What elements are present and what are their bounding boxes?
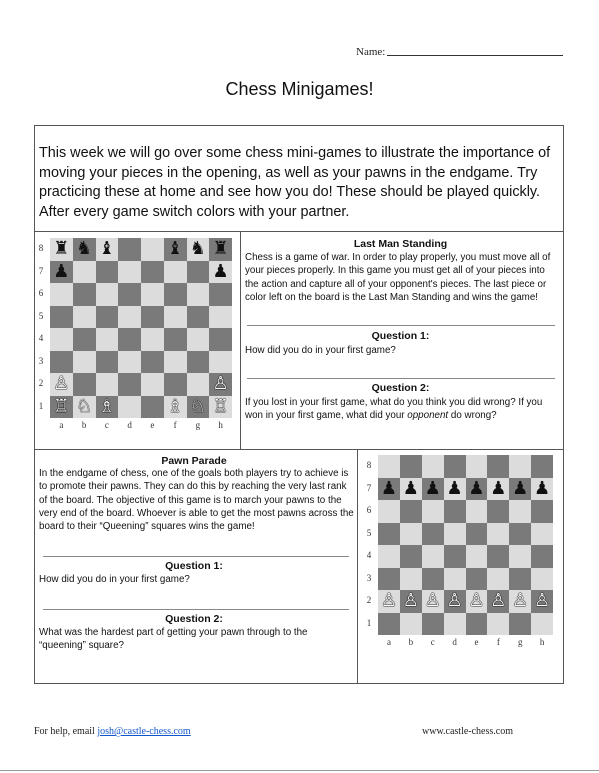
board-square (509, 590, 531, 613)
pp-question2-text: What was the hardest part of getting your pawn through to the “queening” square? (39, 627, 308, 652)
board-square (444, 455, 466, 478)
rank-label: 4 (38, 333, 44, 344)
board-square (487, 455, 509, 478)
board-square (509, 568, 531, 591)
board-square (141, 396, 164, 419)
board-square (531, 478, 553, 501)
board-square (400, 478, 422, 501)
board-square (466, 545, 488, 568)
chess-piece-icon: ♟ (512, 477, 529, 499)
chess-piece-icon: ♟ (468, 477, 485, 499)
chess-piece-icon: ♟ (212, 260, 229, 282)
rank-label: 8 (38, 243, 44, 254)
lms-question2-emphasis: opponent (407, 410, 449, 422)
board-square (209, 351, 232, 374)
board-square (531, 545, 553, 568)
file-label: c (430, 637, 435, 647)
rank-label: 8 (366, 460, 372, 471)
pp-question2-title: Question 2: (165, 613, 223, 625)
board-square (487, 545, 509, 568)
lms-question1-text: How did you do in your first game? (245, 345, 396, 356)
board-square (209, 306, 232, 329)
board-square (422, 500, 444, 523)
board-square (164, 351, 187, 374)
board-square (96, 306, 119, 329)
chess-piece-icon: ♙ (53, 373, 70, 395)
board-square (466, 590, 488, 613)
board-square (141, 238, 164, 261)
chess-piece-icon: ♞ (189, 238, 206, 260)
pawn-parade-board (378, 455, 553, 635)
board-square (118, 261, 141, 284)
board-square (187, 283, 210, 306)
file-label: h (539, 637, 545, 647)
rank-label: 3 (366, 572, 372, 583)
footer-help-prefix: For help, email (34, 726, 98, 737)
chess-piece-icon: ♗ (167, 395, 184, 417)
board-square (96, 328, 119, 351)
rank-label: 6 (38, 288, 44, 299)
board-square (444, 568, 466, 591)
file-label: b (81, 420, 87, 430)
footer-website: www.castle-chess.com (422, 726, 513, 737)
pp-question1-text: How did you do in your first game? (39, 574, 190, 585)
board-square (50, 261, 73, 284)
chess-piece-icon: ♙ (512, 590, 529, 612)
board-square (118, 283, 141, 306)
chess-piece-icon: ♘ (189, 395, 206, 417)
board-square (378, 500, 400, 523)
chess-piece-icon: ♟ (490, 477, 507, 499)
last-man-standing-board (50, 238, 232, 418)
board-square (400, 455, 422, 478)
lms-question2-text-end: do wrong? (448, 410, 497, 422)
board-square (187, 351, 210, 374)
board-square (531, 500, 553, 523)
board-square (50, 351, 73, 374)
chess-piece-icon: ♝ (98, 238, 115, 260)
question2-separator (247, 378, 555, 379)
file-label: e (474, 637, 479, 647)
board-square (96, 373, 119, 396)
board-square (378, 478, 400, 501)
board-square (378, 568, 400, 591)
board-square (531, 455, 553, 478)
lms-question1-title: Question 1: (371, 330, 430, 342)
board-square (141, 306, 164, 329)
chess-piece-icon: ♟ (53, 260, 70, 282)
file-label: b (408, 637, 414, 647)
file-label: d (127, 420, 132, 430)
board-square (400, 568, 422, 591)
board-square (118, 306, 141, 329)
board-square (209, 328, 232, 351)
chess-piece-icon: ♗ (98, 395, 115, 417)
file-label: a (59, 420, 64, 430)
footer-help (34, 726, 191, 737)
board-square (422, 455, 444, 478)
chess-piece-icon: ♖ (212, 395, 229, 417)
chess-piece-icon: ♙ (380, 590, 397, 612)
board-square (96, 261, 119, 284)
pp-question1-separator (43, 556, 349, 557)
chess-piece-icon: ♙ (212, 373, 229, 395)
board-square (444, 590, 466, 613)
board-square (422, 478, 444, 501)
board-square (164, 283, 187, 306)
rank-label: 4 (366, 550, 372, 561)
file-label: d (452, 637, 457, 647)
board-square (50, 283, 73, 306)
board-square (378, 523, 400, 546)
board-square (187, 238, 210, 261)
rank-label: 7 (38, 265, 44, 276)
board-square (531, 568, 553, 591)
file-label: g (195, 420, 201, 430)
pawn-parade-title: Pawn Parade (161, 455, 227, 467)
board-square (209, 396, 232, 419)
chess-piece-icon: ♟ (424, 477, 441, 499)
chess-piece-icon: ♙ (533, 590, 551, 612)
board-square (422, 590, 444, 613)
board-square (466, 478, 488, 501)
question1-separator (247, 325, 555, 326)
chess-piece-icon: ♝ (167, 238, 184, 260)
board-square (209, 283, 232, 306)
board-square (164, 328, 187, 351)
page-title: Chess Minigames! (225, 79, 374, 99)
board-square (209, 261, 232, 284)
board-square (466, 568, 488, 591)
board-square (400, 590, 422, 613)
board-square (141, 328, 164, 351)
board-square (400, 500, 422, 523)
board-square (487, 590, 509, 613)
board-square (164, 396, 187, 419)
lms-question2-title: Question 2: (371, 382, 430, 394)
board-square (141, 351, 164, 374)
chess-piece-icon: ♙ (424, 590, 441, 612)
board-square (466, 455, 488, 478)
rank-label: 3 (38, 355, 44, 366)
board-square (187, 373, 210, 396)
board-square (187, 306, 210, 329)
board-square (487, 478, 509, 501)
board-square (141, 373, 164, 396)
chess-piece-icon: ♜ (53, 238, 70, 260)
board-square (187, 328, 210, 351)
board-square (422, 523, 444, 546)
board-square (164, 238, 187, 261)
board-square (73, 261, 96, 284)
board-square (118, 328, 141, 351)
board-square (187, 261, 210, 284)
file-label: f (496, 637, 500, 647)
board-square (444, 523, 466, 546)
board-square (509, 613, 531, 636)
board-square (466, 523, 488, 546)
board-square (531, 590, 553, 613)
board-square (444, 500, 466, 523)
rank-label: 1 (38, 400, 44, 411)
file-label: c (104, 420, 109, 430)
divider-middle (34, 449, 564, 450)
chess-piece-icon: ♖ (53, 395, 70, 417)
board-square (164, 306, 187, 329)
last-man-standing-description: Chess is a game of war. In order to play properly, you must move all of your pieces properly. In this game you must get all of your pieces into the action and capture all of your opponent's pieces. The last piece or color left on the board is the Last Man Standing and wins the game! (245, 252, 551, 303)
chess-piece-icon: ♙ (402, 590, 419, 612)
rank-label: 1 (366, 617, 372, 628)
board-square (96, 238, 119, 261)
chess-piece-icon: ♜ (212, 238, 229, 260)
divider-top-vertical (240, 231, 241, 449)
chess-piece-icon: ♙ (446, 590, 463, 612)
board-square (118, 238, 141, 261)
board-square (509, 500, 531, 523)
board-square (164, 373, 187, 396)
file-label: h (218, 420, 223, 430)
intro-paragraph: This week we will go over some chess mini-games to illustrate the importance of moving your pieces in the opening, as well as your pawns in the endgame. Try practicing these at home and see how you do! These should be played quickly. After every game switch colors with your partner. (39, 145, 551, 220)
file-label: g (517, 637, 523, 647)
board-square (141, 283, 164, 306)
board-square (487, 500, 509, 523)
board-square (422, 568, 444, 591)
board-square (141, 261, 164, 284)
chess-piece-icon: ♙ (468, 590, 485, 612)
last-man-standing-title: Last Man Standing (353, 238, 448, 250)
lms-question2-text (245, 396, 560, 423)
board-square (209, 373, 232, 396)
file-label: e (150, 420, 155, 430)
board-square (378, 613, 400, 636)
board-square (487, 568, 509, 591)
rank-label: 2 (38, 378, 44, 389)
board-square (50, 238, 73, 261)
file-label: f (173, 420, 177, 430)
board-square (509, 478, 531, 501)
chess-piece-icon: ♙ (490, 590, 507, 612)
board-square (422, 613, 444, 636)
divider-bottom-vertical (357, 449, 358, 684)
board-square (444, 545, 466, 568)
board-square (73, 283, 96, 306)
chess-piece-icon: ♘ (76, 395, 93, 417)
footer-email-link[interactable]: josh@castle-chess.com (97, 726, 191, 737)
board-square (164, 261, 187, 284)
board-square (444, 613, 466, 636)
board-square (444, 478, 466, 501)
pp-question1-title: Question 1: (165, 560, 223, 572)
board-square (73, 351, 96, 374)
rank-label: 5 (366, 527, 372, 538)
board-square (400, 613, 422, 636)
rank-label: 5 (38, 310, 44, 321)
pp-question2-separator (43, 609, 349, 610)
board-square (509, 545, 531, 568)
chess-piece-icon: ♟ (380, 477, 397, 499)
board-square (73, 238, 96, 261)
board-square (400, 545, 422, 568)
board-square (487, 523, 509, 546)
board-square (96, 351, 119, 374)
board-square (400, 523, 422, 546)
pawn-parade-description: In the endgame of chess, one of the goals both players try to achieve is to promote their pawns. They can do this by reaching the very last rank of the board. The objective of this game is to march your pawns to the very end of the board. Whoever is able to get the most pawns across the board to their “Queening” squares wins the game! (39, 468, 354, 533)
board-square (531, 613, 553, 636)
lms-question2-text-start: If you lost in your first game, what do you think you did wrong? If you won in your first game, what did your (245, 397, 543, 422)
board-square (50, 396, 73, 419)
board-square (487, 613, 509, 636)
board-square (466, 613, 488, 636)
name-label: Name: (356, 46, 386, 58)
board-square (378, 590, 400, 613)
board-square (509, 523, 531, 546)
board-square (73, 328, 96, 351)
chess-piece-icon: ♟ (402, 477, 419, 499)
board-square (50, 373, 73, 396)
name-blank-line[interactable] (387, 45, 563, 56)
board-square (466, 500, 488, 523)
chess-piece-icon: ♞ (76, 238, 93, 260)
board-square (96, 283, 119, 306)
board-square (209, 238, 232, 261)
chess-piece-icon: ♟ (446, 477, 463, 499)
board-square (531, 523, 553, 546)
board-square (378, 455, 400, 478)
board-square (96, 396, 119, 419)
chess-piece-icon: ♟ (533, 477, 551, 499)
board-square (73, 396, 96, 419)
board-square (50, 306, 73, 329)
board-square (378, 545, 400, 568)
file-label: a (386, 637, 391, 647)
board-square (50, 328, 73, 351)
divider-after-intro (34, 231, 564, 232)
board-square (73, 306, 96, 329)
board-square (422, 545, 444, 568)
board-square (118, 351, 141, 374)
name-field (356, 45, 563, 58)
board-square (118, 396, 141, 419)
board-square (509, 455, 531, 478)
rank-label: 2 (366, 595, 372, 606)
board-square (118, 373, 141, 396)
rank-label: 6 (366, 505, 372, 516)
board-square (187, 396, 210, 419)
board-square (73, 373, 96, 396)
page-bottom-edge (0, 770, 599, 771)
rank-label: 7 (366, 482, 372, 493)
